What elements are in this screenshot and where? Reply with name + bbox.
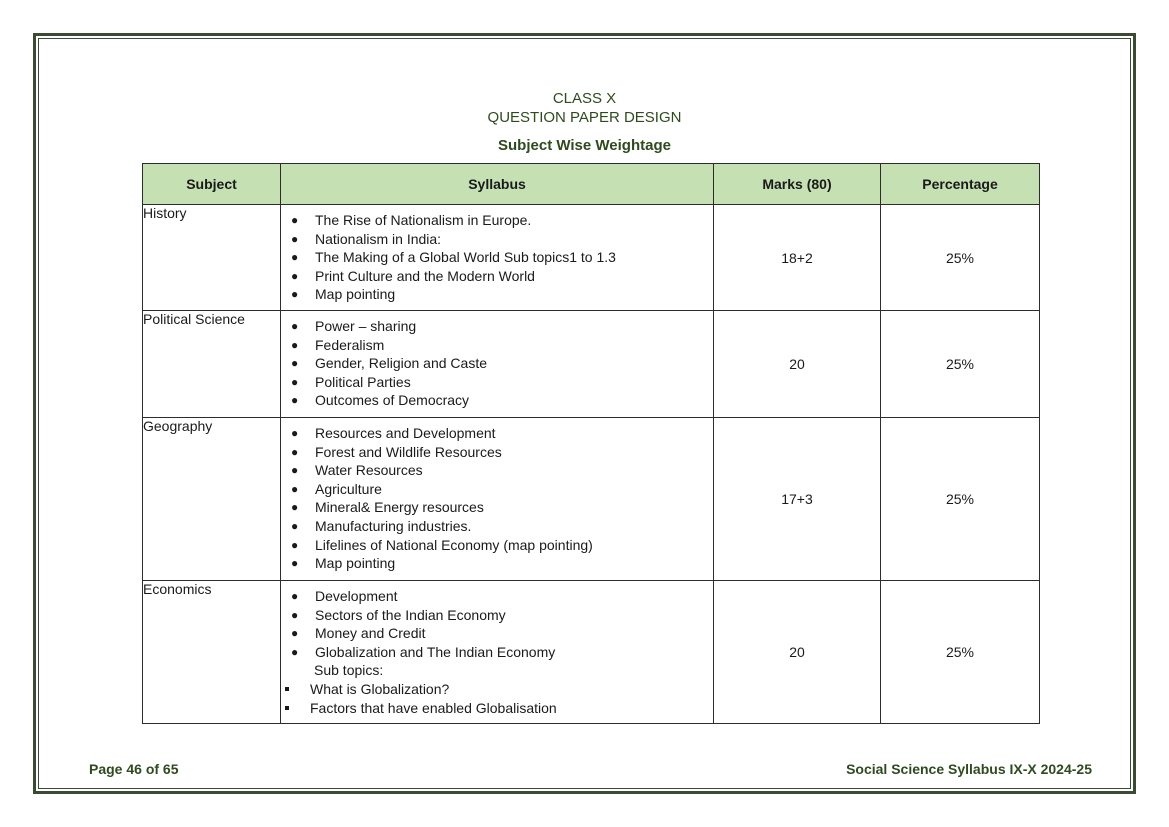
subject-cell: Geography (143, 418, 281, 581)
square-bullet-icon (285, 706, 289, 710)
list-item: ● Manufacturing industries. (291, 517, 472, 534)
bullet-icon: ● (291, 374, 299, 389)
list-item: ● Print Culture and the Modern World (291, 267, 535, 284)
list-item: ● The Making of a Global World Sub topics1 to 1.3 (291, 249, 616, 266)
bullet-icon: ● (291, 319, 299, 333)
topic-list (281, 418, 713, 573)
table-row (143, 581, 1040, 724)
marks-cell: 20 (714, 581, 881, 724)
list-item: ● Map pointing (291, 555, 396, 572)
percentage-cell: 25% (881, 418, 1040, 581)
table-row (143, 205, 1040, 311)
class-heading: CLASS X (552, 90, 617, 107)
list-item: ● Sectors of the Indian Economy (291, 606, 506, 623)
list-item: ● Development (291, 588, 398, 604)
table-row (143, 418, 1040, 581)
list-item: ● Gender, Religion and Caste (291, 355, 487, 372)
marks-cell: 17+3 (714, 418, 881, 581)
bullet-icon: ● (291, 518, 299, 533)
list-item: ● Globalization and The Indian Economy (291, 643, 556, 660)
weightage-table (142, 163, 1040, 724)
table-header-row (143, 164, 1040, 205)
list-item: ● Water Resources (291, 462, 423, 479)
bullet-icon: ● (291, 337, 299, 352)
list-item: ● Money and Credit (291, 625, 426, 642)
list-item: ● Nationalism in India: (291, 230, 442, 247)
subject-cell: Political Science (143, 311, 281, 418)
bullet-icon: ● (291, 607, 299, 622)
list-item: ● Political Parties (291, 373, 411, 390)
marks-cell: 20 (714, 311, 881, 418)
bullet-icon: ● (291, 626, 299, 641)
header-percentage: Percentage (881, 164, 1040, 205)
bullet-icon: ● (291, 287, 299, 302)
bullet-icon: ● (291, 444, 299, 459)
syllabus-cell (281, 418, 714, 581)
list-item: ● Resources and Development (291, 425, 496, 441)
header-syllabus: Syllabus (281, 164, 714, 205)
header-marks: Marks (80) (714, 164, 881, 205)
bullet-icon: ● (291, 393, 299, 408)
bullet-icon: ● (291, 589, 299, 603)
syllabus-cell (281, 581, 714, 724)
document-title: Social Science Syllabus IX-X 2024-25 (846, 761, 1092, 777)
list-item: ● Forest and Wildlife Resources (291, 443, 502, 460)
bullet-icon: ● (291, 537, 299, 552)
list-item: ● Outcomes of Democracy (291, 392, 470, 409)
topic-list (281, 581, 713, 717)
list-item: What is Globalization? (281, 680, 713, 699)
marks-cell: 18+2 (714, 205, 881, 311)
list-item: ● Power – sharing (291, 318, 417, 334)
table-row (143, 311, 1040, 418)
list-item: ● Lifelines of National Economy (map pointing) (291, 536, 593, 553)
syllabus-cell (281, 311, 714, 418)
topic-list (281, 311, 713, 410)
bullet-icon: ● (291, 268, 299, 283)
bullet-icon: ● (291, 250, 299, 265)
bullet-icon: ● (291, 426, 299, 440)
bullet-icon: ● (291, 356, 299, 371)
weightage-heading: Subject Wise Weightage (498, 137, 671, 154)
percentage-cell: 25% (881, 311, 1040, 418)
bullet-icon: ● (291, 213, 299, 227)
list-item: ● Agriculture (291, 480, 382, 497)
subtopics-label: Sub topics: (314, 662, 384, 679)
bullet-icon: ● (291, 500, 299, 515)
list-item: ● The Rise of Nationalism in Europe. (291, 212, 532, 228)
percentage-cell: 25% (881, 205, 1040, 311)
bullet-icon: ● (291, 556, 299, 571)
list-item: Factors that have enabled Globalisation (281, 699, 713, 718)
bullet-icon: ● (291, 481, 299, 496)
list-item: ● Federalism (291, 336, 385, 353)
subject-cell: Economics (143, 581, 281, 724)
syllabus-cell (281, 205, 714, 311)
topic-list (281, 205, 713, 304)
square-bullet-icon (285, 687, 289, 691)
percentage-cell: 25% (881, 581, 1040, 724)
list-item: ● Mineral& Energy resources (291, 499, 484, 516)
page-number: Page 46 of 65 (89, 761, 179, 777)
header-subject: Subject (143, 164, 281, 205)
design-heading: QUESTION PAPER DESIGN (487, 109, 682, 126)
subject-cell: History (143, 205, 281, 311)
list-item: ● Map pointing (291, 286, 396, 303)
bullet-icon: ● (291, 644, 299, 659)
bullet-icon: ● (291, 231, 299, 246)
bullet-icon: ● (291, 463, 299, 478)
